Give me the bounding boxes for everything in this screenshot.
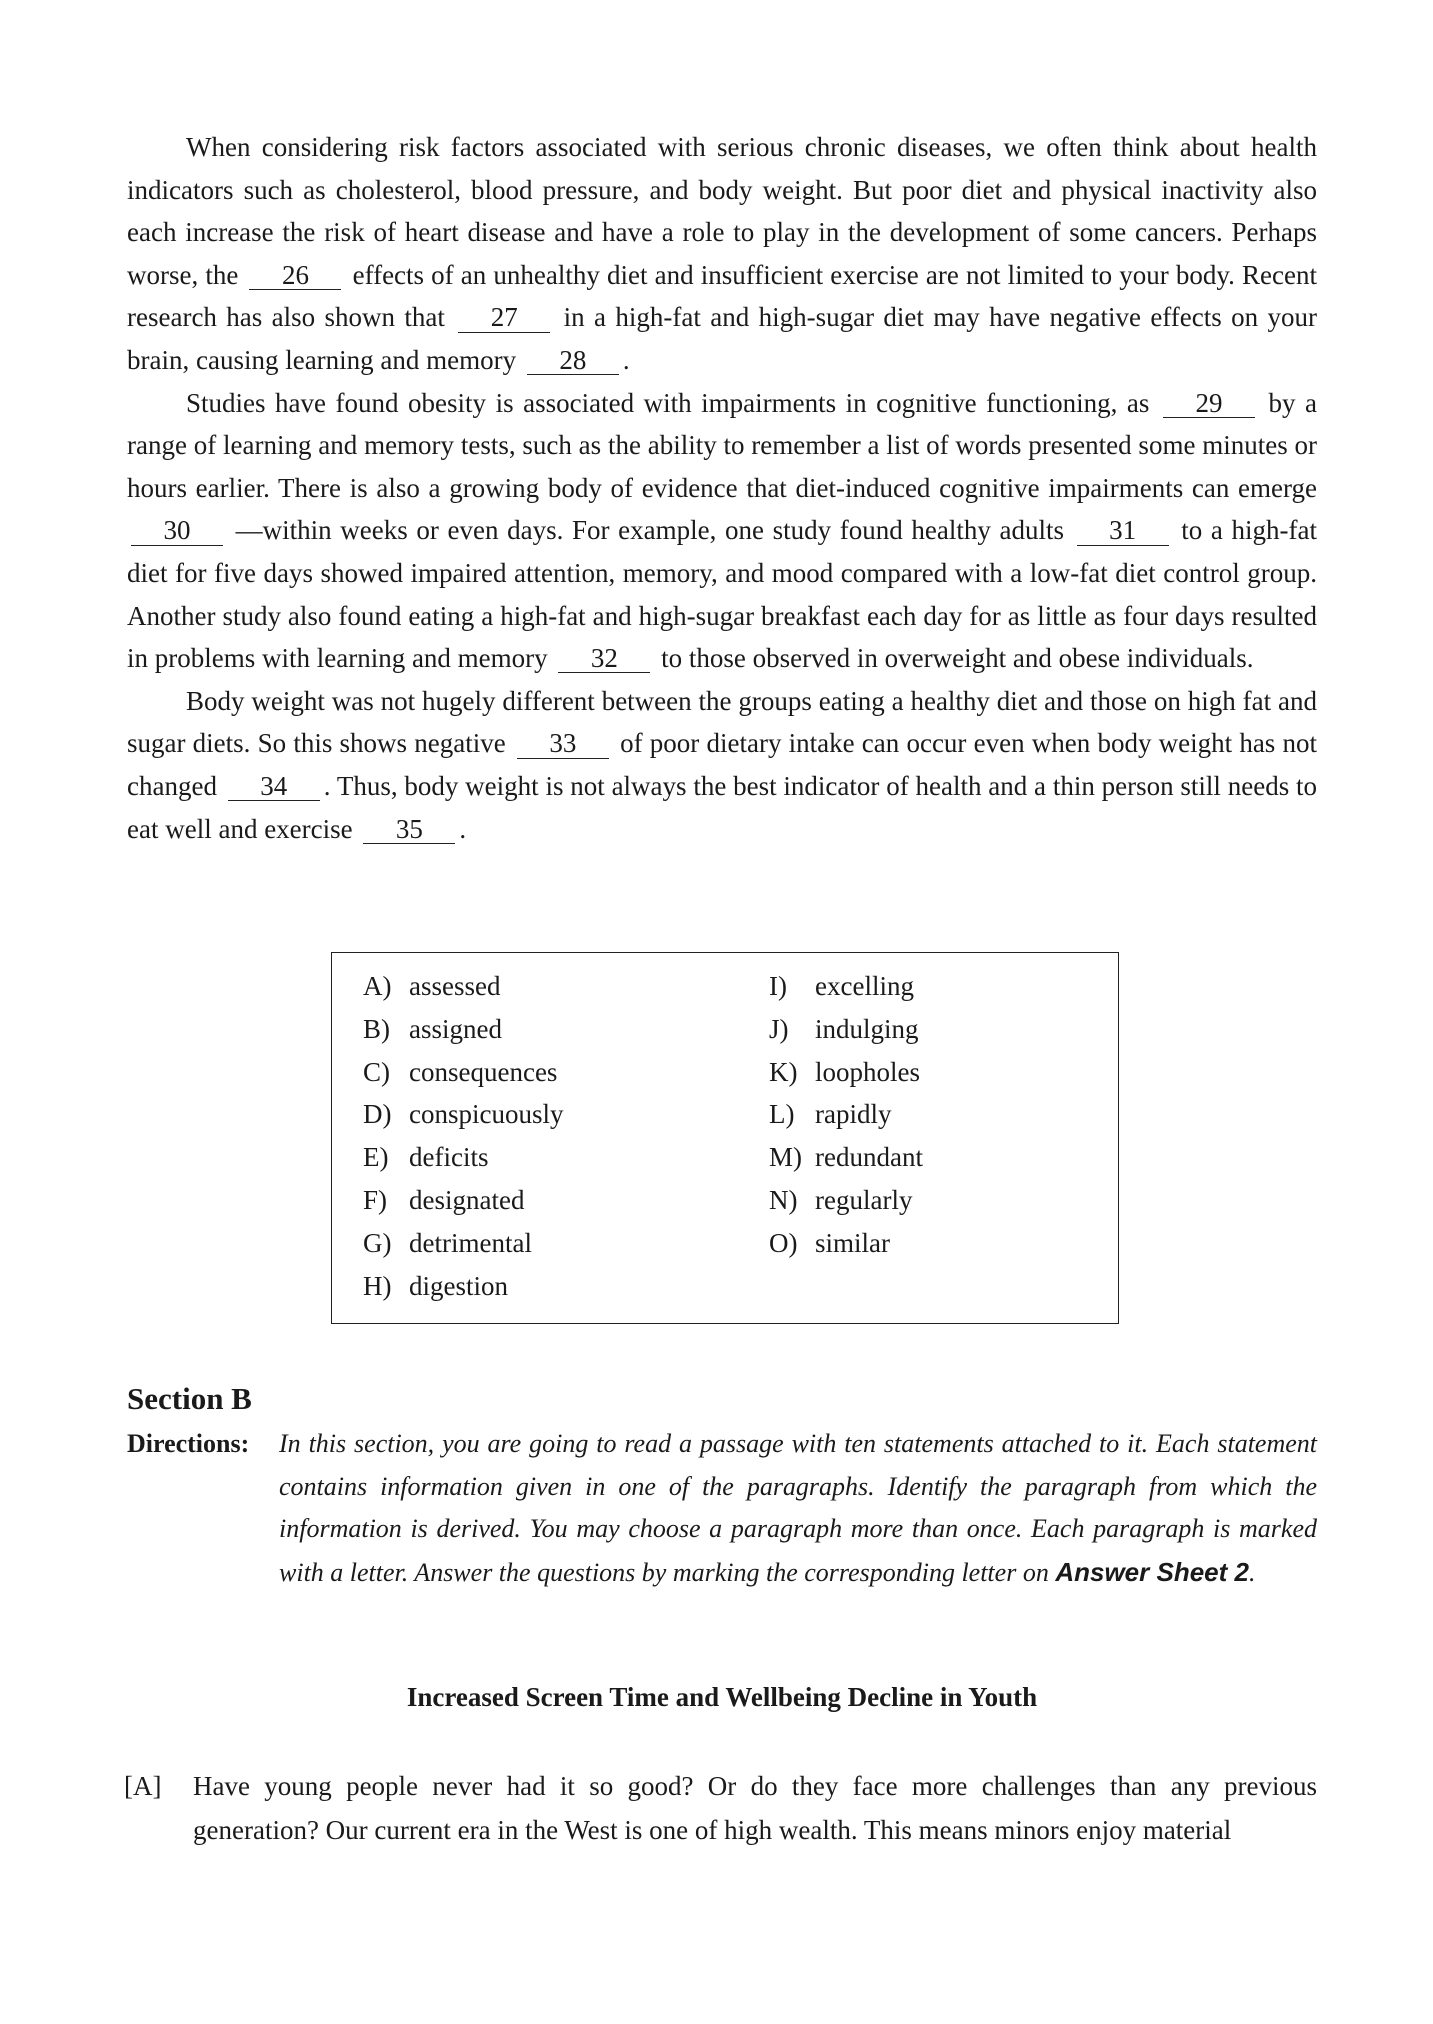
- passage-text: . Thus, body weight is not always the best indicator of health and a thin person still needs to eat well and exercise: [127, 770, 1317, 844]
- passage-text: in a high-fat and high-sugar diet may have negative effects on your brain, causing learning and memory: [127, 302, 1318, 375]
- answer-sheet-label: Answer Sheet 2: [1055, 1556, 1249, 1587]
- word-option: O) similar: [769, 1227, 890, 1258]
- passage-text: —within weeks or even days. For example, one study found healthy adults: [235, 515, 1064, 546]
- passage-text: to a high-fat diet for five days showed impaired attention, memory, and mood compared with a low-fat diet control group. Another study also found eating a high-fat and high-sugar breakfast each day for as little as four days resulted in problems with learning and memory: [127, 515, 1317, 674]
- passage-text: .: [622, 344, 630, 375]
- passage-text: effects of an unhealthy diet and insufficient exercise are not limited to your body. Recent research has also shown that: [127, 259, 1318, 333]
- passage-text: When considering risk factors associated with serious chronic diseases, we often think about health indicators such as cholesterol, blood pressure, and body weight. But poor diet and physical inactivity also each increase the risk of heart disease and have a role to play in the development of some cancers. Perhaps worse, the: [127, 132, 1317, 290]
- word-option: C) consequences: [363, 1056, 558, 1087]
- passage-paragraph-2: [127, 382, 1317, 680]
- word-option: D) conspicuously: [363, 1099, 564, 1130]
- article-title: Increased Screen Time and Wellbeing Decline in Youth: [406, 1682, 1038, 1712]
- blank-35: 35: [363, 815, 455, 844]
- blank-28: 28: [527, 346, 619, 375]
- blank-31: 31: [1077, 516, 1169, 545]
- blank-27: 27: [458, 303, 550, 332]
- word-bank-right-column: [769, 965, 923, 1265]
- word-option: E) deficits: [363, 1142, 489, 1173]
- word-option: M) redundant: [769, 1142, 923, 1173]
- word-option: J) indulging: [769, 1013, 919, 1044]
- blank-26: 26: [249, 261, 341, 290]
- word-option: N) regularly: [769, 1184, 913, 1215]
- blank-34: 34: [228, 772, 320, 801]
- word-option: G) detrimental: [363, 1227, 532, 1258]
- directions-text: In this section, you are going to read a passage with ten statements attached to it. Each statement contains information given in one of the paragraphs. Identify the paragraph from which the information is derived. You may choose a paragraph more than once. Each paragraph is marked with a letter. Answer the questions by marking the corresponding letter on Answer Sheet 2.: [279, 1429, 1317, 1587]
- directions: [127, 1423, 1317, 1594]
- passage-text: Studies have found obesity is associated with impairments in cognitive functioning, as: [186, 387, 1150, 418]
- blank-32: 32: [558, 644, 650, 673]
- passage-text: .: [459, 813, 467, 844]
- passage-text: to those observed in overweight and obese individuals.: [661, 643, 1254, 674]
- word-option: L) rapidly: [769, 1099, 892, 1130]
- word-option: F) designated: [363, 1184, 525, 1215]
- word-option: K) loopholes: [769, 1056, 920, 1087]
- word-option: I) excelling: [769, 971, 914, 1001]
- directions-label: Directions:: [127, 1429, 250, 1458]
- paragraph-a: [124, 1764, 1317, 1852]
- passage-paragraph-3: [127, 680, 1317, 850]
- passage-text: Body weight was not hugely different between the groups eating a healthy diet and those on high fat and sugar diets. So this shows negative: [127, 685, 1317, 759]
- cloze-passage: [127, 126, 1317, 850]
- word-option: B) assigned: [363, 1013, 502, 1044]
- passage-text: by a range of learning and memory tests, such as the ability to remember a list of words presented some minutes or hours earlier. There is also a growing body of evidence that diet-induced cognitive impairments can emerge: [127, 387, 1317, 503]
- word-option: A) assessed: [363, 971, 501, 1001]
- passage-text: of poor dietary intake can occur even when body weight has not changed: [127, 728, 1318, 801]
- paragraph-label: [A]: [124, 1771, 162, 1801]
- section-title: Section B: [127, 1381, 252, 1416]
- blank-30: 30: [131, 516, 223, 545]
- word-bank-box: [331, 952, 1119, 1324]
- word-option: H) digestion: [363, 1270, 508, 1301]
- blank-29: 29: [1163, 389, 1255, 418]
- passage-paragraph-1: [127, 126, 1317, 382]
- word-bank-left-column: [363, 965, 564, 1307]
- blank-33: 33: [517, 729, 609, 758]
- paragraph-text: Have young people never had it so good? Or do they face more challenges than any previous generation? Our current era in the West is one of high wealth. This means minors enjoy material: [193, 1771, 1317, 1845]
